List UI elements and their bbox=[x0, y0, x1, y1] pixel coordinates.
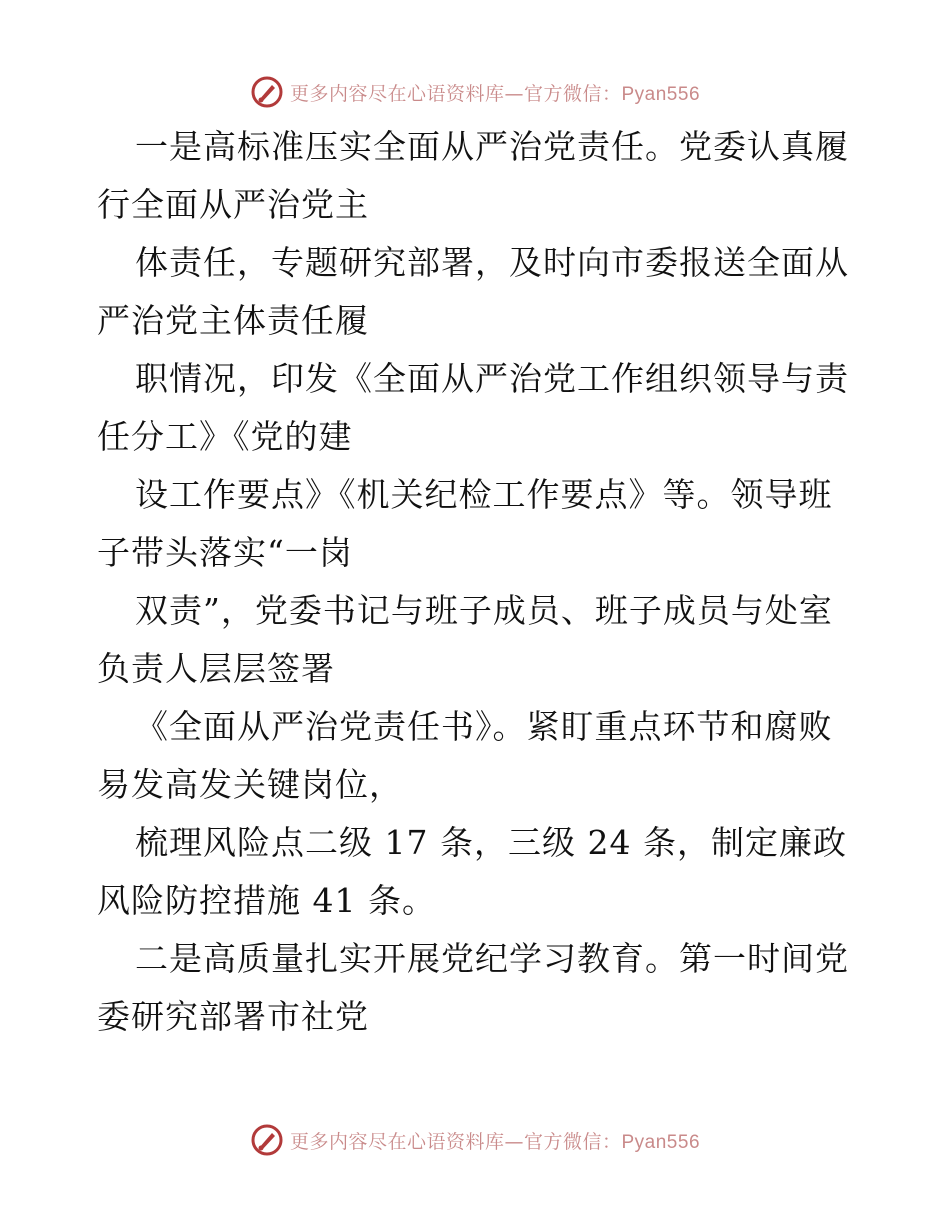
header-watermark bbox=[0, 72, 950, 112]
text-line: 梳理风险点二级 17 条，三级 24 条，制定廉政 bbox=[135, 823, 847, 862]
text-line: 体责任，专题研究部署，及时向市委报送全面从 bbox=[135, 243, 849, 282]
pen-in-circle-icon bbox=[250, 1123, 284, 1157]
text-line: 易发高发关键岗位， bbox=[97, 765, 403, 804]
document-body bbox=[97, 118, 857, 1046]
text-line: 负责人层层签署 bbox=[97, 649, 335, 688]
text-line: 行全面从严治党主 bbox=[97, 185, 369, 224]
text-line: 风险防控措施 41 条。 bbox=[97, 881, 436, 920]
text-line: 职情况，印发《全面从严治党工作组织领导与责 bbox=[135, 359, 849, 398]
text-line: 一是高标准压实全面从严治党责任。党委认真履 bbox=[135, 127, 849, 166]
text-line: 子带头落实“一岗 bbox=[97, 533, 353, 572]
text-line: 《全面从严治党责任书》。紧盯重点环节和腐败 bbox=[135, 707, 833, 746]
text-line: 二是高质量扎实开展党纪学习教育。第一时间党 bbox=[135, 939, 849, 978]
text-line: 双责”，党委书记与班子成员、班子成员与处室 bbox=[135, 591, 833, 630]
footer-watermark bbox=[0, 1120, 950, 1160]
text-line: 设工作要点》《机关纪检工作要点》等。领导班 bbox=[135, 475, 833, 514]
watermark-text: 更多内容尽在心语资料库—官方微信：Pyan556 bbox=[289, 82, 701, 105]
text-line: 任分工》《党的建 bbox=[97, 417, 353, 456]
pen-in-circle-icon bbox=[250, 75, 284, 109]
watermark-text: 更多内容尽在心语资料库—官方微信：Pyan556 bbox=[289, 1130, 701, 1153]
text-line: 严治党主体责任履 bbox=[97, 301, 369, 340]
text-line: 委研究部署市社党 bbox=[97, 997, 369, 1036]
